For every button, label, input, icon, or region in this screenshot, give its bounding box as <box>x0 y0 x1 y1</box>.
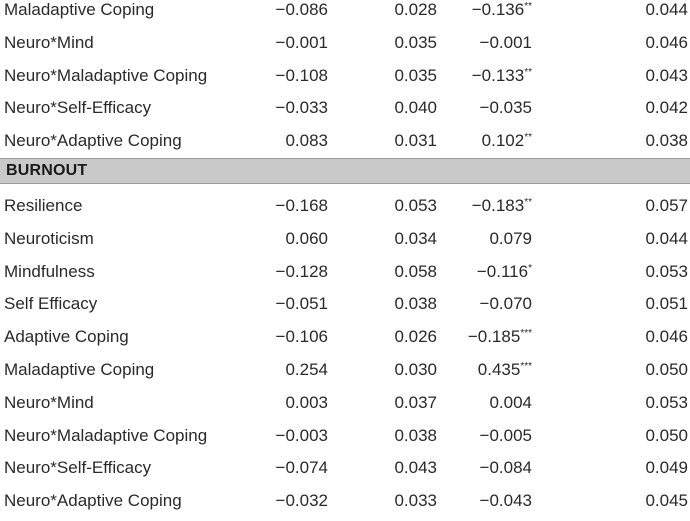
se-value: 0.049 <box>645 458 688 478</box>
beta-value: −0.116 <box>476 261 529 281</box>
se-value: 0.034 <box>394 228 437 248</box>
beta-value: −0.084 <box>479 458 532 478</box>
beta-value: 0.102 <box>481 131 525 151</box>
beta-value: 0.079 <box>489 228 532 248</box>
beta-cell <box>472 0 532 27</box>
row-label: Neuro*Self-Efficacy <box>4 98 152 118</box>
beta-cell <box>477 256 532 289</box>
b-value: −0.003 <box>275 425 328 445</box>
row-label: Neuroticism <box>4 228 94 248</box>
table-row <box>0 125 690 158</box>
beta-value: −0.133 <box>471 65 525 85</box>
b-value: 0.060 <box>285 228 328 248</box>
beta-cell <box>472 190 532 223</box>
se-value: 0.046 <box>645 32 688 52</box>
table-row <box>0 60 690 93</box>
table-row <box>0 485 690 518</box>
b-value: −0.128 <box>275 261 328 281</box>
beta-cell <box>480 485 532 518</box>
row-label: Maladaptive Coping <box>4 360 155 379</box>
se-value: 0.043 <box>394 458 437 478</box>
b-value: −0.086 <box>275 0 328 19</box>
significance-marker: ** <box>524 132 532 144</box>
beta-value: −0.136 <box>471 0 525 19</box>
se-value: 0.040 <box>394 98 437 118</box>
section-header <box>0 158 690 184</box>
b-value: −0.106 <box>275 327 328 347</box>
significance-marker: * <box>528 262 532 274</box>
se-value: 0.042 <box>645 98 688 118</box>
b-value: −0.168 <box>275 196 328 215</box>
se-value: 0.050 <box>645 360 688 379</box>
beta-value: −0.070 <box>479 294 532 314</box>
table-row <box>0 0 690 27</box>
significance-marker: ** <box>524 197 532 208</box>
row-label: Neuro*Adaptive Coping <box>4 491 182 511</box>
significance-marker: *** <box>520 361 532 372</box>
se-value: 0.058 <box>394 261 437 281</box>
se-value: 0.044 <box>645 0 688 19</box>
table-row <box>0 288 690 321</box>
se-value: 0.033 <box>394 491 437 511</box>
row-label: Neuro*Mind <box>4 32 94 52</box>
beta-cell <box>480 420 532 453</box>
se-value: 0.053 <box>645 261 688 281</box>
table-row <box>0 92 690 125</box>
row-label: Neuro*Mind <box>4 392 94 412</box>
beta-cell <box>478 354 532 387</box>
significance-marker: ** <box>524 66 532 78</box>
se-value: 0.028 <box>394 0 437 19</box>
se-value: 0.046 <box>645 327 688 347</box>
b-value: 0.083 <box>285 131 328 151</box>
b-value: −0.108 <box>275 65 328 85</box>
se-value: 0.057 <box>645 196 688 215</box>
se-value: 0.050 <box>645 425 688 445</box>
b-value: 0.003 <box>285 392 328 412</box>
se-value: 0.026 <box>394 327 437 347</box>
row-label: Resilience <box>4 196 83 215</box>
row-label: Neuro*Self-Efficacy <box>4 458 152 478</box>
beta-value: 0.004 <box>489 392 532 412</box>
beta-value: −0.001 <box>479 32 532 52</box>
significance-marker: *** <box>520 328 532 340</box>
table-row <box>0 256 690 289</box>
se-value: 0.031 <box>394 131 437 151</box>
beta-value: 0.435 <box>477 360 521 379</box>
se-value: 0.030 <box>394 360 437 379</box>
row-label: Neuro*Maladaptive Coping <box>4 425 208 445</box>
b-value: −0.051 <box>275 294 328 314</box>
row-label: Neuro*Maladaptive Coping <box>4 65 208 85</box>
se-value: 0.044 <box>645 228 688 248</box>
section-title: BURNOUT <box>6 162 88 179</box>
beta-cell <box>482 125 532 158</box>
beta-value: −0.185 <box>467 327 521 347</box>
se-value: 0.053 <box>645 392 688 412</box>
se-value: 0.051 <box>645 294 688 314</box>
b-value: −0.001 <box>275 32 328 52</box>
beta-value: −0.183 <box>471 196 525 215</box>
beta-value: −0.005 <box>479 425 532 445</box>
beta-value: −0.035 <box>479 98 532 118</box>
beta-cell <box>480 92 532 125</box>
se-value: 0.037 <box>394 392 437 412</box>
table-row <box>0 321 690 354</box>
b-value: −0.032 <box>275 491 328 511</box>
b-value: 0.254 <box>285 360 328 379</box>
row-label: Maladaptive Coping <box>4 0 155 19</box>
se-value: 0.035 <box>394 65 437 85</box>
table-row <box>0 420 690 453</box>
beta-cell <box>472 60 532 93</box>
se-value: 0.043 <box>645 65 688 85</box>
table-row <box>0 387 690 420</box>
beta-cell <box>480 288 532 321</box>
row-label: Neuro*Adaptive Coping <box>4 131 182 151</box>
se-value: 0.053 <box>394 196 437 215</box>
se-value: 0.038 <box>394 425 437 445</box>
table-row <box>0 354 690 387</box>
se-value: 0.035 <box>394 32 437 52</box>
beta-cell <box>489 387 532 420</box>
b-value: −0.074 <box>275 458 328 478</box>
se-value: 0.038 <box>394 294 437 314</box>
table-row <box>0 223 690 256</box>
table-row <box>0 452 690 485</box>
significance-marker: ** <box>524 1 532 12</box>
row-label: Adaptive Coping <box>4 327 129 347</box>
row-label: Mindfulness <box>4 261 95 281</box>
beta-cell <box>480 27 532 60</box>
beta-cell <box>480 452 532 485</box>
row-label: Self Efficacy <box>4 294 98 314</box>
beta-cell <box>468 321 532 354</box>
b-value: −0.033 <box>275 98 328 118</box>
table-row <box>0 190 690 223</box>
se-value: 0.038 <box>645 131 688 151</box>
beta-value: −0.043 <box>479 491 532 511</box>
se-value: 0.045 <box>645 491 688 511</box>
beta-cell <box>489 223 532 256</box>
table-row <box>0 27 690 60</box>
